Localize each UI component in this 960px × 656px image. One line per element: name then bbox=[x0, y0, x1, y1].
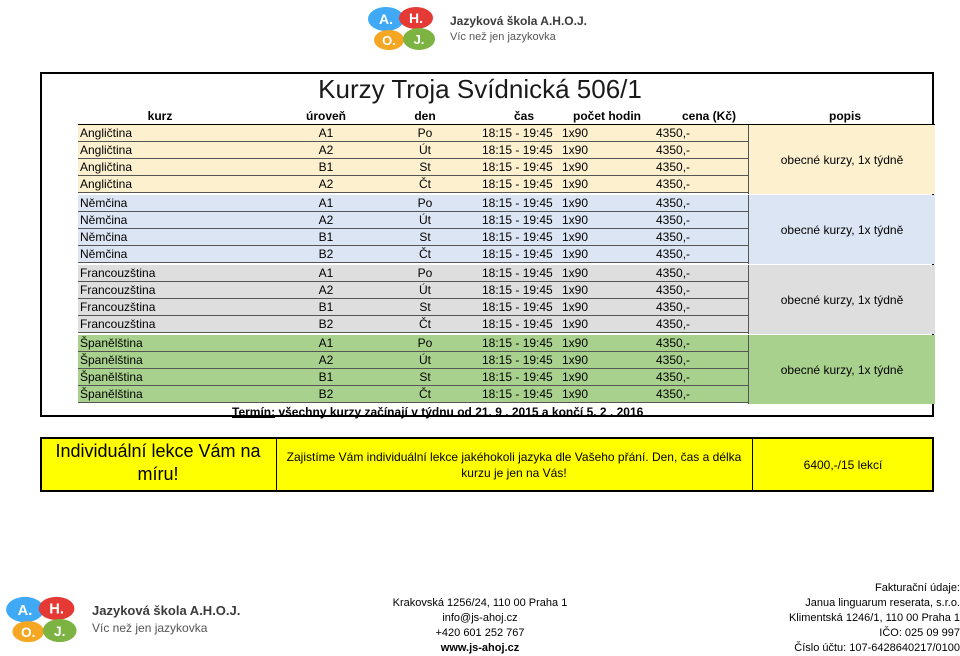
table-row bbox=[78, 282, 748, 299]
logo-letter-h: H. bbox=[409, 10, 423, 26]
cell-cas: 18:15 - 19:45 bbox=[482, 213, 553, 227]
header-cena: cena (Kč) bbox=[681, 109, 737, 123]
contact-email[interactable]: info@js-ahoj.cz bbox=[442, 612, 518, 624]
cell-hodin: 1x90 bbox=[562, 126, 589, 140]
cell-hodin: 1x90 bbox=[562, 247, 589, 261]
cell-kurz: Francouzština bbox=[80, 266, 156, 280]
cell-kurz: Němčina bbox=[80, 247, 128, 261]
cell-uroven: B2 bbox=[318, 387, 334, 401]
cell-den: Čt bbox=[419, 387, 431, 401]
table-row bbox=[78, 142, 748, 159]
cell-den: St bbox=[419, 300, 431, 314]
brand-name: Jazyková škola A.H.O.J. bbox=[450, 13, 587, 28]
table-row bbox=[78, 176, 748, 193]
cell-cena: 4350,- bbox=[656, 300, 691, 314]
cell-den: St bbox=[419, 370, 431, 384]
header-popis: popis bbox=[829, 109, 861, 123]
header-kurz: kurz bbox=[147, 109, 173, 123]
course-term bbox=[232, 405, 643, 419]
cell-cena: 4350,- bbox=[656, 247, 691, 261]
table-row bbox=[78, 229, 748, 246]
cell-kurz: Němčina bbox=[80, 213, 128, 227]
course-group-nemcina bbox=[78, 195, 935, 264]
cell-cena: 4350,- bbox=[656, 283, 691, 297]
table-row bbox=[78, 299, 748, 316]
billing-company: Janua linguarum reserata, s.r.o. bbox=[805, 597, 960, 609]
ahoj-logo-icon bbox=[4, 592, 86, 646]
course-description: obecné kurzy, 1x týdně bbox=[748, 195, 935, 264]
logo-letter-h: H. bbox=[49, 601, 64, 618]
cell-den: Čt bbox=[419, 317, 431, 331]
cell-den: Po bbox=[417, 266, 433, 280]
header-den: den bbox=[414, 109, 436, 123]
cell-hodin: 1x90 bbox=[562, 370, 589, 384]
cell-den: Po bbox=[417, 336, 433, 350]
cell-uroven: A1 bbox=[318, 266, 334, 280]
cell-uroven: B1 bbox=[318, 160, 334, 174]
contact-web[interactable]: www.js-ahoj.cz bbox=[440, 642, 520, 654]
individual-lessons-text: Zajistíme Vám individuální lekce jakéhokoli jazyka dle Vašeho přání. Den, čas a délka kurzu je jen na Vás! bbox=[286, 450, 742, 480]
cell-cena: 4350,- bbox=[656, 317, 691, 331]
cell-kurz: Španělština bbox=[80, 336, 143, 350]
billing-account: Číslo účtu: 107-6428640217/0100 bbox=[794, 642, 960, 654]
course-term-text: všechny kurzy začínají v týdnu od 21. 9 . 2015 a končí 5. 2 . 2016 bbox=[275, 405, 644, 419]
cell-cas: 18:15 - 19:45 bbox=[482, 300, 553, 314]
billing-title: Fakturační údaje: bbox=[875, 582, 960, 594]
page-title: Kurzy Troja Svídnická 506/1 bbox=[318, 74, 642, 104]
cell-hodin: 1x90 bbox=[562, 143, 589, 157]
table-row bbox=[78, 246, 748, 263]
billing-block bbox=[786, 581, 960, 656]
table-row bbox=[78, 265, 748, 282]
cell-kurz: Angličtina bbox=[80, 160, 133, 174]
logo-letter-j: J. bbox=[54, 623, 66, 639]
logo-letter-j: J. bbox=[413, 32, 425, 47]
cell-cena: 4350,- bbox=[656, 387, 691, 401]
cell-uroven: A1 bbox=[318, 196, 334, 210]
cell-cena: 4350,- bbox=[656, 143, 691, 157]
cell-hodin: 1x90 bbox=[562, 213, 589, 227]
cell-hodin: 1x90 bbox=[562, 283, 589, 297]
brand-name: Jazyková škola A.H.O.J. bbox=[92, 603, 241, 618]
table-row bbox=[78, 195, 748, 212]
billing-address: Klimentská 1246/1, 110 00 Praha 1 bbox=[788, 612, 960, 624]
cell-cas: 18:15 - 19:45 bbox=[482, 247, 553, 261]
table-row bbox=[78, 369, 748, 386]
cell-cas: 18:15 - 19:45 bbox=[482, 177, 553, 191]
cell-hodin: 1x90 bbox=[562, 230, 589, 244]
cell-cena: 4350,- bbox=[656, 160, 691, 174]
cell-den: Po bbox=[417, 126, 433, 140]
cell-den: Út bbox=[419, 353, 431, 367]
cell-uroven: A2 bbox=[318, 143, 334, 157]
header-cas: čas bbox=[513, 109, 535, 123]
cell-hodin: 1x90 bbox=[562, 196, 589, 210]
table-row bbox=[78, 335, 748, 352]
cell-uroven: A2 bbox=[318, 177, 334, 191]
logo-letter-a: A. bbox=[17, 602, 33, 619]
cell-cena: 4350,- bbox=[656, 370, 691, 384]
cell-uroven: A1 bbox=[318, 336, 334, 350]
logo-letter-o: O. bbox=[20, 624, 36, 640]
cell-kurz: Španělština bbox=[80, 353, 143, 367]
cell-den: Út bbox=[419, 143, 431, 157]
cell-cas: 18:15 - 19:45 bbox=[482, 370, 553, 384]
cell-kurz: Španělština bbox=[80, 370, 143, 384]
course-description: obecné kurzy, 1x týdně bbox=[748, 265, 935, 334]
course-group-spanelstina bbox=[78, 335, 935, 404]
logo-top bbox=[366, 4, 587, 52]
cell-cas: 18:15 - 19:45 bbox=[482, 230, 553, 244]
cell-kurz: Angličtina bbox=[80, 143, 133, 157]
cell-hodin: 1x90 bbox=[562, 317, 589, 331]
header-pocet-hodin: počet hodin bbox=[573, 109, 641, 123]
brand-slogan: Víc než jen jazykovka bbox=[92, 621, 208, 635]
cell-cas: 18:15 - 19:45 bbox=[482, 266, 553, 280]
course-description: obecné kurzy, 1x týdně bbox=[748, 335, 935, 404]
table-row bbox=[78, 212, 748, 229]
cell-hodin: 1x90 bbox=[562, 387, 589, 401]
cell-kurz: Francouzština bbox=[80, 317, 156, 331]
course-term-label: Termín: bbox=[232, 405, 276, 419]
cell-cas: 18:15 - 19:45 bbox=[482, 143, 553, 157]
cell-kurz: Angličtina bbox=[80, 177, 133, 191]
table-row bbox=[78, 352, 748, 369]
cell-cena: 4350,- bbox=[656, 266, 691, 280]
cell-uroven: B1 bbox=[318, 230, 334, 244]
cell-kurz: Angličtina bbox=[80, 126, 133, 140]
course-group-anglictina bbox=[78, 125, 935, 194]
cell-kurz: Španělština bbox=[80, 387, 143, 401]
cell-cas: 18:15 - 19:45 bbox=[482, 283, 553, 297]
cell-hodin: 1x90 bbox=[562, 177, 589, 191]
cell-uroven: A2 bbox=[318, 353, 334, 367]
divider bbox=[276, 439, 277, 490]
cell-cena: 4350,- bbox=[656, 126, 691, 140]
billing-ico: IČO: 025 09 997 bbox=[879, 627, 960, 639]
contact-block bbox=[390, 596, 570, 656]
cell-den: Po bbox=[417, 196, 433, 210]
cell-hodin: 1x90 bbox=[562, 336, 589, 350]
cell-hodin: 1x90 bbox=[562, 300, 589, 314]
cell-cena: 4350,- bbox=[656, 196, 691, 210]
table-row bbox=[78, 386, 748, 403]
cell-uroven: A2 bbox=[318, 213, 334, 227]
cell-cas: 18:15 - 19:45 bbox=[482, 387, 553, 401]
cell-cena: 4350,- bbox=[656, 177, 691, 191]
logo-bottom bbox=[4, 592, 240, 646]
contact-phone: +420 601 252 767 bbox=[435, 627, 525, 639]
logo-letter-a: A. bbox=[379, 11, 393, 27]
cell-cena: 4350,- bbox=[656, 213, 691, 227]
cell-cena: 4350,- bbox=[656, 353, 691, 367]
course-group-francouzstina bbox=[78, 265, 935, 334]
cell-cas: 18:15 - 19:45 bbox=[482, 160, 553, 174]
cell-den: Út bbox=[419, 283, 431, 297]
cell-kurz: Francouzština bbox=[80, 300, 156, 314]
course-description: obecné kurzy, 1x týdně bbox=[748, 125, 935, 194]
cell-cas: 18:15 - 19:45 bbox=[482, 126, 553, 140]
table-row bbox=[78, 125, 748, 142]
cell-cas: 18:15 - 19:45 bbox=[482, 353, 553, 367]
individual-lessons-price: 6400,-/15 lekcí bbox=[803, 458, 883, 472]
ahoj-logo-icon bbox=[366, 4, 444, 52]
logo-letter-o: O. bbox=[382, 33, 396, 48]
cell-uroven: B1 bbox=[318, 300, 334, 314]
cell-kurz: Němčina bbox=[80, 230, 128, 244]
cell-uroven: B2 bbox=[318, 247, 334, 261]
individual-lessons-title: Individuální lekce Vám na míru! bbox=[55, 441, 261, 484]
contact-address: Krakovská 1256/24, 110 00 Praha 1 bbox=[392, 597, 568, 609]
cell-den: St bbox=[419, 230, 431, 244]
cell-cena: 4350,- bbox=[656, 336, 691, 350]
cell-hodin: 1x90 bbox=[562, 266, 589, 280]
cell-den: St bbox=[419, 160, 431, 174]
cell-den: Čt bbox=[419, 247, 431, 261]
header-uroven: úroveň bbox=[305, 109, 346, 123]
cell-den: Út bbox=[419, 213, 431, 227]
cell-uroven: B2 bbox=[318, 317, 334, 331]
divider bbox=[752, 439, 753, 490]
cell-hodin: 1x90 bbox=[562, 353, 589, 367]
cell-den: Čt bbox=[419, 177, 431, 191]
cell-kurz: Francouzština bbox=[80, 283, 156, 297]
cell-uroven: A2 bbox=[318, 283, 334, 297]
cell-cena: 4350,- bbox=[656, 230, 691, 244]
cell-uroven: B1 bbox=[318, 370, 334, 384]
brand-slogan: Víc než jen jazykovka bbox=[450, 30, 556, 43]
table-row bbox=[78, 159, 748, 176]
cell-cas: 18:15 - 19:45 bbox=[482, 336, 553, 350]
cell-hodin: 1x90 bbox=[562, 160, 589, 174]
cell-kurz: Němčina bbox=[80, 196, 128, 210]
table-row bbox=[78, 316, 748, 333]
cell-cas: 18:15 - 19:45 bbox=[482, 317, 553, 331]
cell-cas: 18:15 - 19:45 bbox=[482, 196, 553, 210]
cell-uroven: A1 bbox=[318, 126, 334, 140]
